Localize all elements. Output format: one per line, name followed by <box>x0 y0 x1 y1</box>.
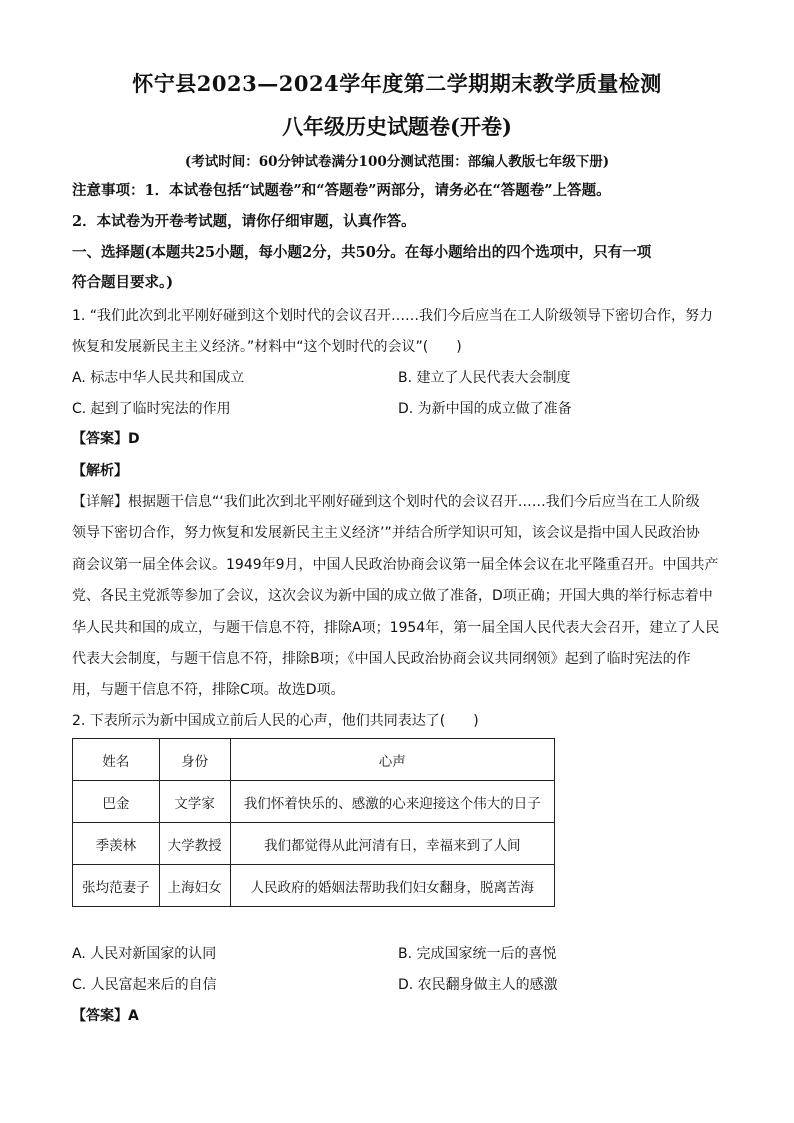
q1-answer: 【答案】D <box>72 431 140 447</box>
exam-title: 怀宁县2023—2024学年度第二学期期末教学质量检测 <box>132 71 662 96</box>
q2-option-d: D. 农民翻身做主人的感激 <box>398 977 558 993</box>
table-header-cell: 姓名 <box>73 739 160 781</box>
voices-table <box>72 738 555 907</box>
q2-stem: 2. 下表所示为新中国成立前后人民的心声，他们共同表达了( ) <box>72 713 479 729</box>
section-heading-line-1: 一、选择题(本题共25小题，每小题2分，共50分。在每小题给出的四个选项中，只有一项 <box>72 244 652 261</box>
q1-option-a: A. 标志中华人民共和国成立 <box>72 370 245 386</box>
q1-stem-line-1: 1. “我们此次到北平刚好碰到这个划时代的会议召开……我们今后应当在工人阶级领导下密切合作，努力 <box>72 308 714 324</box>
q1-option-d: D. 为新中国的成立做了准备 <box>398 401 572 417</box>
table-cell: 大学教授 <box>159 823 230 865</box>
table-cell: 人民政府的婚姻法帮助我们妇女翻身，脱离苦海 <box>230 865 555 907</box>
exam-subtitle-title: 八年级历史试题卷(开卷) <box>282 114 512 139</box>
table-cell: 上海妇女 <box>159 865 230 907</box>
table-cell: 我们都觉得从此河清有日，幸福来到了人间 <box>230 823 555 865</box>
table-cell: 季羡林 <box>73 823 160 865</box>
q1-analysis-label: 【解析】 <box>72 463 128 479</box>
q1-detail-line-4: 党、各民主党派等参加了会议，这次会议为新中国的成立做了准备，D项正确；开国大典的举行标志着中 <box>72 588 713 604</box>
notice-line-2: 2．本试卷为开卷考试题，请你仔细审题，认真作答。 <box>72 213 416 230</box>
table-cell: 巴金 <box>73 781 160 823</box>
q1-detail-line-5: 华人民共和国的成立，与题干信息不符，排除A项；1954年，第一届全国人民代表大会召开，建立了人民 <box>72 620 720 636</box>
q1-detail-line-7: 用，与题干信息不符，排除C项。故选D项。 <box>72 682 345 698</box>
q1-option-c: C. 起到了临时宪法的作用 <box>72 401 231 417</box>
table-cell: 张均范妻子 <box>73 865 160 907</box>
q1-detail-line-3: 商会议第一届全体会议。1949年9月，中国人民政治协商会议第一届全体会议在北平隆重召开。中国共产 <box>72 557 719 573</box>
q1-stem-line-2: 恢复和发展新民主主义经济。”材料中“这个划时代的会议”( ) <box>72 339 462 355</box>
table-header-row <box>73 739 555 781</box>
section-heading-line-2: 符合题目要求。) <box>72 274 174 291</box>
table-header-cell: 身份 <box>159 739 230 781</box>
q2-option-c: C. 人民富起来后的自信 <box>72 977 217 993</box>
q1-detail-line-2: 领导下密切合作，努力恢复和发展新民主主义经济’”并结合所学知识可知，该会议是指中国人民政治协 <box>72 525 700 541</box>
table-row <box>73 823 555 865</box>
q1-detail-line-6: 代表大会制度，与题干信息不符，排除B项；《中国人民政治协商会议共同纲领》起到了临时宪法的作 <box>72 651 691 667</box>
notice-line-1: 注意事项：1．本试卷包括“试题卷”和“答题卷”两部分，请务必在“答题卷”上答题。 <box>72 182 611 199</box>
table-cell: 文学家 <box>159 781 230 823</box>
q2-option-a: A. 人民对新国家的认同 <box>72 946 217 962</box>
exam-info: (考试时间：60分钟试卷满分100分测试范围：部编人教版七年级下册) <box>184 154 610 170</box>
table-cell: 我们怀着快乐的、感激的心来迎接这个伟大的日子 <box>230 781 555 823</box>
q1-detail-line-1: 【详解】根据题干信息“‘我们此次到北平刚好碰到这个划时代的会议召开……我们今后应当在工人阶级 <box>72 494 700 510</box>
table-row <box>73 865 555 907</box>
table-row <box>73 781 555 823</box>
q2-answer: 【答案】A <box>72 1008 139 1024</box>
table-header-cell: 心声 <box>230 739 555 781</box>
q2-option-b: B. 完成国家统一后的喜悦 <box>398 946 557 962</box>
q1-option-b: B. 建立了人民代表大会制度 <box>398 370 571 386</box>
